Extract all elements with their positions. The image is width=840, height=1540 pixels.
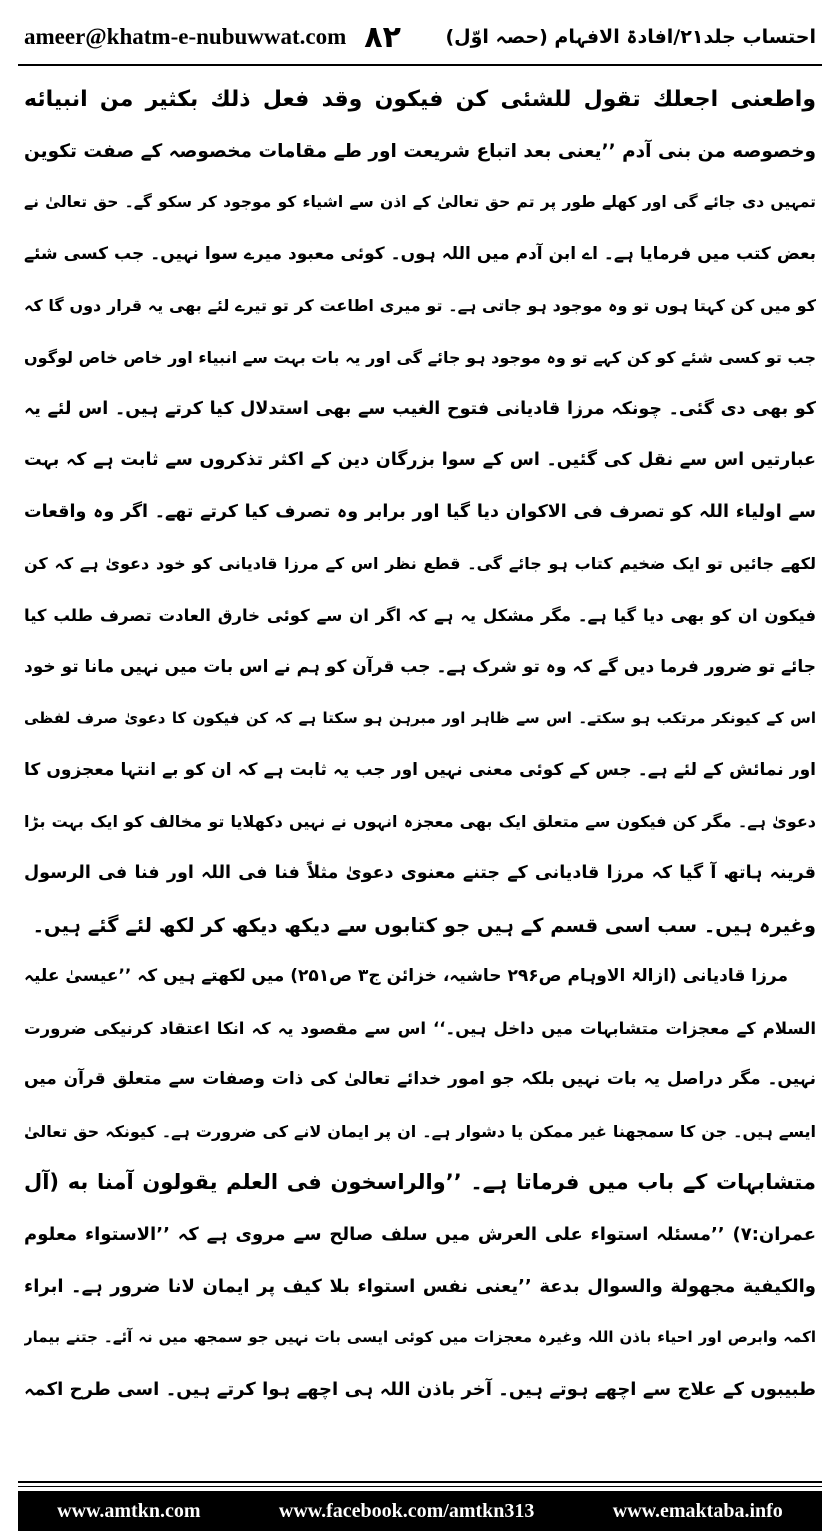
text-line: قرینہ ہاتھ آ گیا کہ مرزا قادیانی کے جتنے معنوی دعویٰ مثلاً فنا فی اللہ اور فنا فی الرسول (24, 862, 816, 883)
text-line: لکھے جائیں تو ایک ضخیم کتاب ہو جائے گی۔ قطع نظر اس کے مرزا قادیانی کو خود دعویٰ ہے کہ کن (24, 554, 816, 574)
text-line: دعویٰ ہے۔ مگر کن فیکون سے متعلق ایک بھی معجزہ انہوں نے نہیں دکھلایا تو مخالف کو ایک بہت بڑا (24, 812, 816, 832)
header-email[interactable]: ameer@khatm-e-nubuwwat.com (24, 24, 347, 49)
text-line: بعض کتب میں فرمایا ہے۔ اے ابن آدم میں اللہ ہوں۔ کوئی معبود میرے سوا نہیں۔ جب کسی شئے (24, 243, 816, 264)
text-line: عمران:۷) ’’مسئلہ استواء علی العرش میں سلف صالح سے مروی ہے کہ ’’الاستواء معلوم (24, 1224, 816, 1246)
footer-divider-thin (18, 1486, 822, 1487)
footer-divider (18, 1481, 822, 1483)
header-divider (18, 64, 822, 66)
text-line: اکمہ وابرص اور احیاء باذن اللہ وغیرہ معجزات میں کوئی ایسی بات نہیں جو سمجھ میں نہ آئے۔ جتنے بیمار (24, 1328, 816, 1347)
text-line: واطعنى اجعلك تقول للشئى كن فيكون وقد فعل ذلك بكثير من انبيائه (24, 87, 816, 112)
text-line: السلام کے معجزات متشابہات میں داخل ہیں۔‘‘ اس سے مقصود یہ کہ انکا اعتقاد کرنیکی ضرورت (24, 1018, 816, 1038)
text-line: طبیبوں کے علاج سے اچھے ہوتے ہیں۔ آخر باذن اللہ ہی اچھے ہوا کرتے ہیں۔ اسی طرح اکمہ (24, 1378, 816, 1400)
text-line: کو میں کن کہتا ہوں تو وہ موجود ہو جاتی ہے۔ تو میری اطاعت کر تو تیرے لئے بھی یہ قرار دوں گا کہ (24, 296, 816, 316)
text-line: نہیں۔ مگر دراصل یہ بات نہیں بلکہ جو امور خدائے تعالیٰ کی ذات وصفات سے متعلق قرآن میں (24, 1069, 816, 1090)
page-body (24, 74, 816, 1415)
header-left (24, 20, 401, 55)
text-line: ایسے ہیں۔ جن کا سمجھنا غیر ممکن یا دشوار ہے۔ ان پر ایمان لانے کی ضرورت ہے۔ کیونکہ حق تعالیٰ (24, 1121, 816, 1141)
page-footer (18, 1491, 822, 1531)
footer-link-amtkn[interactable]: www.amtkn.com (57, 1499, 201, 1522)
text-line: فیکون ان کو بھی دیا گیا ہے۔ مگر مشکل یہ ہے کہ اگر ان سے کوئی خارق العادت تصرف طلب کیا (24, 605, 816, 625)
text-line: مرزا قادیانی (ازالۃ الاوہام ص۲۹۶ حاشیہ، خزائن ج۳ ص۲۵۱) میں لکھتے ہیں کہ ’’عیسیٰ علیہ (24, 966, 788, 987)
text-line: تمہیں دی جائے گی اور کھلے طور پر تم حق تعالیٰ کے اذن سے اشیاء کو موجود کر سکو گے۔ حق تعالیٰ نے (24, 193, 816, 212)
text-line: وخصوصه من بنى آدم ’’یعنی بعد اتباع شریعت اور طے مقامات مخصوصہ کے صفت تکوین (24, 140, 816, 162)
footer-link-facebook[interactable]: www.facebook.com/amtkn313 (278, 1499, 535, 1522)
text-line: کو بھی دی گئی۔ چونکہ مرزا قادیانی فتوح الغیب سے بھی استدلال کیا کرتے ہیں۔ اس لئے یہ (24, 398, 816, 419)
text-line: وغیرہ ہیں۔ سب اسی قسم کے ہیں جو کتابوں سے دیکھ دیکھ کر لکھ لئے گئے ہیں۔ (32, 913, 816, 937)
text-line: عبارتیں اس سے نقل کی گئیں۔ اس کے سوا بزرگان دین کے اکثر تذکروں سے ثابت ہے کہ بہت (24, 450, 816, 471)
text-line: جب تو کسی شئے کو کن کہے تو وہ موجود ہو جائے گی اور یہ بات بہت سے انبیاء اور خاص خاص لوگوں (24, 347, 816, 367)
text-line: متشابہات کے باب میں فرماتا ہے۔ ’’والراسخون فى العلم يقولون آمنا به (آل (24, 1170, 816, 1195)
text-line: والكيفية مجهولة والسوال بدعة ’’یعنی نفس استواء بلا کیف پر ایمان لانا ضرور ہے۔ ابراء (24, 1275, 816, 1297)
page-header (24, 14, 816, 60)
page-number: ۸۲ (364, 19, 401, 55)
text-line: جائے تو ضرور فرما دیں گے کہ وہ تو شرک ہے۔ جب قرآن کو ہم نے اس بات میں نہیں مانا تو خود (24, 656, 816, 677)
text-line: اس کے کیونکر مرتکب ہو سکتے۔ اس سے ظاہر اور مبرہن ہو سکتا ہے کہ کن فیکون کا دعویٰ صرف لفظی (24, 709, 816, 728)
text-line: سے اولیاء اللہ کو تصرف فی الاکوان دیا گیا اور برابر وہ تصرف کیا کرتے تھے۔ اگر وہ واقعات (24, 501, 816, 522)
text-line: اور نمائش کے لئے ہے۔ جس کے کوئی معنی نہیں اور جب یہ ثابت ہے کہ ان کو بے انتہا معجزوں کا (24, 759, 816, 780)
header-title: احتساب جلد۲۱/افادۃ الافہام (حصہ اوّل) (445, 26, 816, 48)
footer-link-emaktaba[interactable]: www.emaktaba.info (612, 1499, 783, 1522)
